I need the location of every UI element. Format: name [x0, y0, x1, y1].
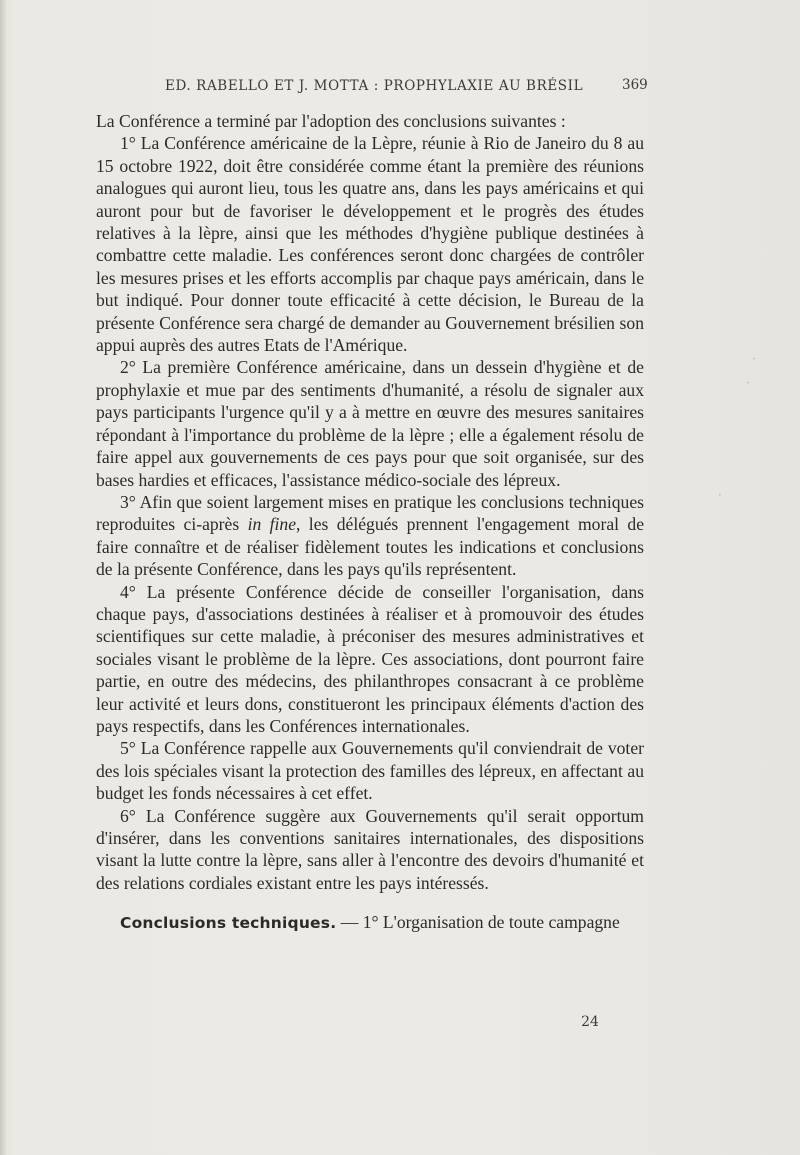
conclusion-6: 6° La Conférence suggère aux Gouvernements qu'il serait opportum d'insérer, dans les conventions sanitaires internationales, des dispositions visant la lutte contre la lèpre, sans aller à l'encontre des devoirs d'humanité et des relations cordiales existant entre les pays intéressés. [96, 805, 644, 893]
conclusion-5: 5° La Conférence rappelle aux Gouvernements qu'il conviendrait de voter des lois spéciales visant la protection des familles des lépreux, en affectant au budget les fonds nécessaires à cet effet. [96, 738, 644, 804]
technical-heading: Conclusions techniques. [120, 914, 337, 933]
page-edge-shadow [0, 0, 6, 1155]
conclusion-4: 4° La présente Conférence décide de conseiller l'organisation, dans chaque pays, d'associations destinées à réaliser et à promouvoir des études scientifiques sur cette maladie, à préconiser des mesures administratives et sociales visant le problème de la lèpre. Ces associations, dont pourront faire partie, en outre des médecins, des philanthropes consacrant à ce problème leur activité et leurs dons, constitueront les principaux éléments d'action des pays respectifs, dans les Conférences internationales. [96, 581, 644, 736]
conclusion-3 [96, 491, 644, 581]
technical-conclusions [96, 911, 644, 934]
signature-number: 24 [581, 1014, 599, 1030]
body-text [96, 110, 644, 935]
technical-text: — 1° L'organisation de toute campagne [336, 912, 620, 933]
conclusion-1: 1° La Conférence américaine de la Lèpre, réunie à Rio de Janeiro du 8 au 15 octobre 1922, doit être considérée comme étant la première des réunions analogues qui auront lieu, tous les quatre ans, dans les pays américains et qui auront pour but de favoriser le développement et le progrès des études relatives à la lèpre, ainsi que les méthodes d'hygiène publique destinées à combattre cette maladie. Les conférences seront donc chargées de contrôler les mesures prises et les efforts accomplis par chaque pays américain, dans le but indiqué. Pour donner toute efficacité à cette décision, le Bureau de la présente Conférence sera chargé de demander au Gouvernement brésilien son appui auprès des autres Etats de l'Amérique. [96, 133, 644, 356]
conclusion-3-end: , les délégués prennent l'engagement moral de faire connaître et de réaliser fidèlement toutes les indications et conclusions de la présente Conférence, dans les pays qu'ils représentent. [96, 514, 645, 580]
intro-paragraph: La Conférence a terminé par l'adoption des conclusions suivantes : [96, 111, 566, 131]
conclusion-3-italic: in fine [247, 514, 297, 535]
margin-speck: · [752, 352, 756, 366]
conclusion-2: 2° La première Conférence américaine, dans un dessein d'hygiène et de prophylaxie et mue par des sentiments d'humanité, a résolu de signaler aux pays participants l'urgence qu'il y a à mettre en œuvre des mesures sanitaires répondant à l'importance du problème de la lèpre ; elle a également résolu de faire appel aux gouvernements de ces pays pour que soit organisée, sur des bases hardies et efficaces, l'assistance médico-sociale des lépreux. [96, 357, 644, 490]
margin-speck: · [718, 488, 722, 502]
page-number: 369 [622, 77, 648, 93]
conclusion-3-start: 3° Afin que soient largement mises en pratique les conclusions techniques reproduites ci-après [96, 491, 644, 535]
running-header: ED. RABELLO ET J. MOTTA : PROPHYLAXIE AU BRÉSIL [165, 78, 584, 94]
margin-speck: · [746, 376, 750, 390]
